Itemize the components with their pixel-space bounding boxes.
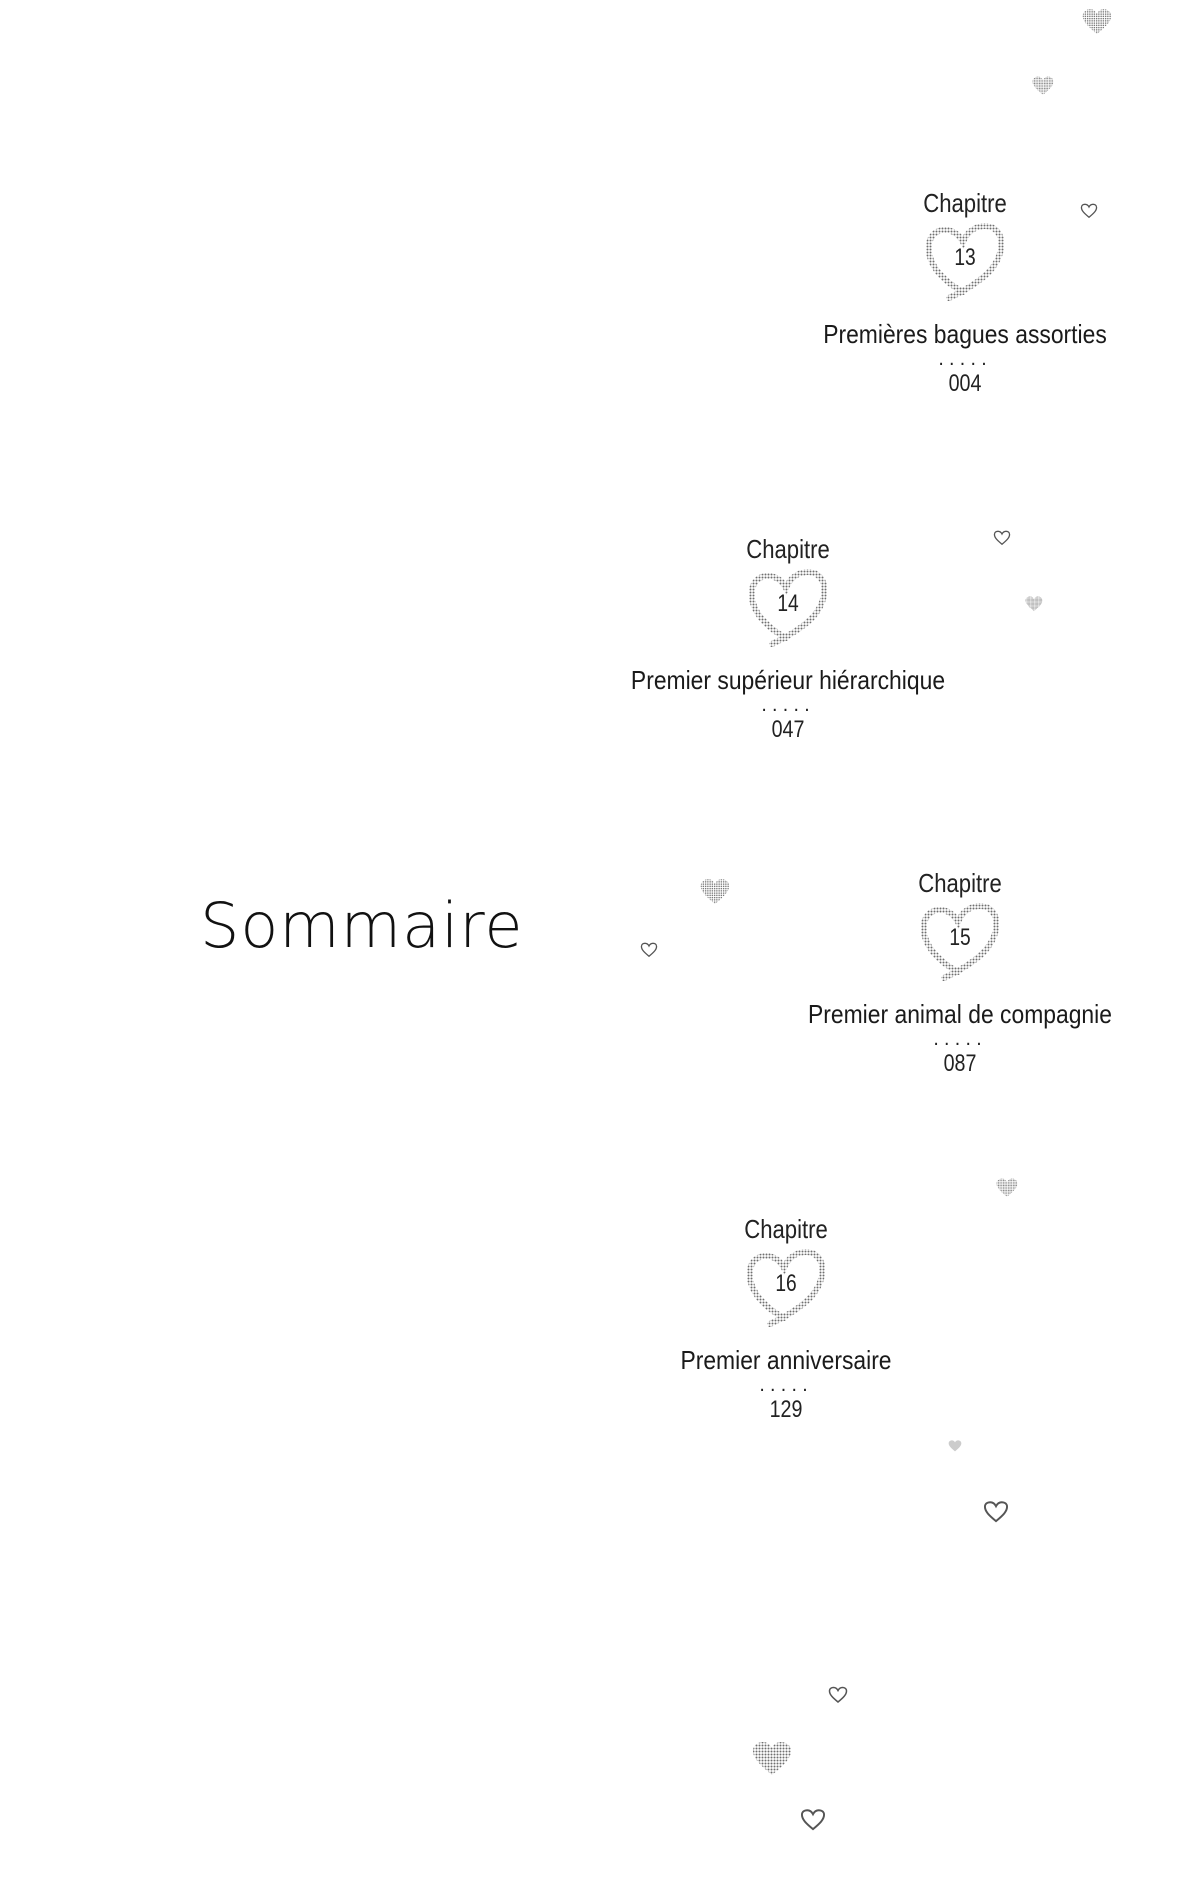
chapter-title: Premier animal de compagnie (808, 999, 1112, 1029)
heart-icon (752, 1740, 792, 1778)
leader-dots: ..... (761, 694, 815, 716)
chapter-entry (576, 1216, 996, 1423)
chapter-entry (578, 536, 998, 743)
heart-icon (746, 564, 830, 648)
heart-icon (993, 530, 1011, 546)
heart-icon (1082, 8, 1112, 36)
chapter-entry (755, 190, 1175, 397)
heart-icon (800, 1808, 826, 1832)
heart-icon (828, 1686, 848, 1704)
chapter-label: Chapitre (744, 1214, 828, 1244)
chapter-page-number: 047 (771, 715, 805, 743)
heart-icon (996, 1178, 1018, 1198)
heart-icon (640, 942, 658, 958)
chapter-page-number: 129 (769, 1395, 803, 1423)
chapter-label: Chapitre (923, 188, 1007, 218)
chapter-page-number: 087 (943, 1049, 977, 1077)
chapter-number: 15 (949, 924, 971, 951)
chapter-page-number: 004 (948, 369, 982, 397)
heart-icon (1080, 203, 1098, 219)
chapter-entry (750, 870, 1170, 1077)
heart-icon (948, 1440, 962, 1452)
heart-icon (923, 218, 1007, 302)
chapter-label: Chapitre (746, 534, 830, 564)
chapter-title: Premières bagues assorties (823, 319, 1107, 349)
chapter-title: Premier anniversaire (680, 1345, 892, 1375)
page-title: Sommaire (200, 889, 524, 962)
leader-dots: ..... (938, 348, 992, 370)
chapter-number: 13 (954, 244, 976, 271)
heart-icon (918, 898, 1002, 982)
leader-dots: ..... (759, 1374, 813, 1396)
leader-dots: ..... (933, 1028, 987, 1050)
heart-icon (744, 1244, 828, 1328)
chapter-number: 14 (777, 590, 799, 617)
chapter-number: 16 (775, 1270, 797, 1297)
chapter-label: Chapitre (918, 868, 1002, 898)
heart-icon (1025, 596, 1043, 612)
chapter-title: Premier supérieur hiérarchique (630, 665, 946, 695)
heart-icon (1032, 76, 1054, 96)
heart-icon (983, 1500, 1009, 1524)
heart-icon (700, 878, 730, 906)
